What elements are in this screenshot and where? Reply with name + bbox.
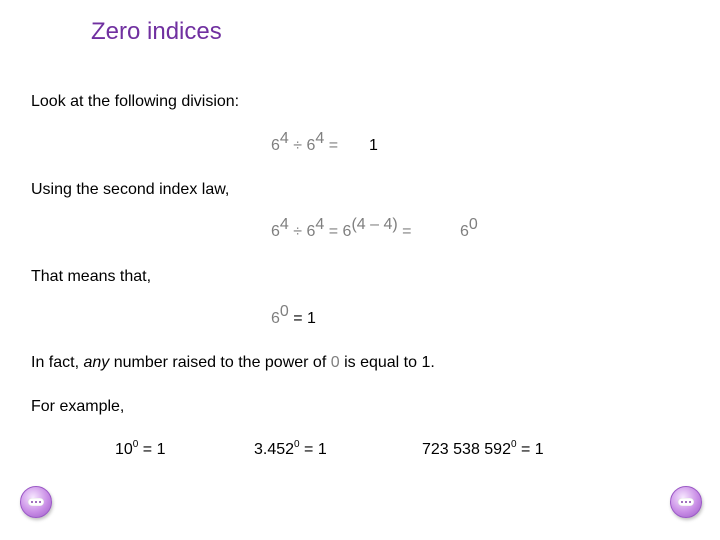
equation-division-result: 1: [369, 137, 378, 154]
equation-second-law: $6^4 \div 6^4 = 6^{(4 - 4)}$ =: [271, 216, 412, 240]
that-means-text: That means that,: [31, 268, 152, 285]
next-slide-button[interactable]: [670, 486, 702, 518]
fact-text: In fact, any number raised to the power of 0 is equal to 1.: [31, 354, 435, 371]
for-example-text: For example,: [31, 398, 125, 415]
example-1: $10^0 = 1$: [115, 439, 166, 458]
second-law-text: Using the second index law,: [31, 181, 230, 198]
ellipsis-icon: [680, 501, 692, 503]
example-2: $3.452^0 = 1$: [254, 439, 327, 458]
equation-second-law-result: $6^0$: [460, 216, 478, 240]
page-title: Zero indices: [91, 18, 222, 45]
previous-slide-button[interactable]: [20, 486, 52, 518]
example-3: 723 538 $592^0 = 1$: [422, 439, 544, 458]
equation-division: $6^4 \div 6^4$ =: [271, 130, 339, 154]
ellipsis-icon: [30, 501, 42, 503]
intro-text: Look at the following division:: [31, 93, 240, 110]
equation-zero-index: $6^0 = 1$: [271, 303, 316, 327]
